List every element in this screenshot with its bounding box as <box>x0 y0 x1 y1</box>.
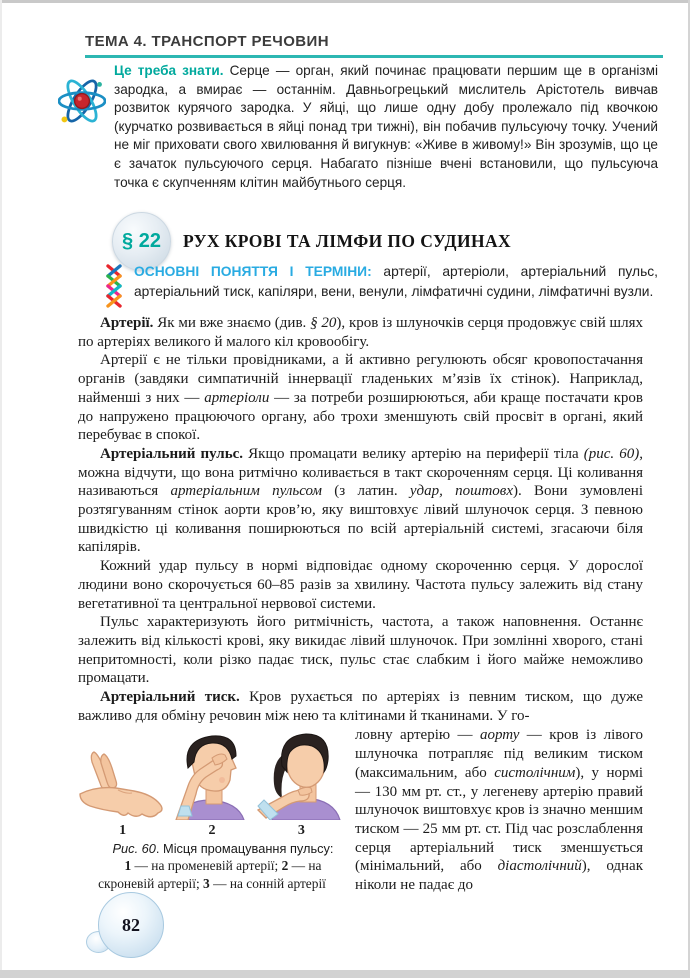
section-title: РУХ КРОВІ ТА ЛІМФИ ПО СУДИНАХ <box>183 231 512 251</box>
terms-text <box>134 262 658 315</box>
page-bottom-edge <box>0 970 690 978</box>
terms-label: ОСНОВНІ ПОНЯТТЯ І ТЕРМІНИ: <box>134 264 372 279</box>
body-text <box>78 314 643 895</box>
page-left-edge <box>0 0 2 978</box>
page-top-edge <box>0 0 690 3</box>
figure-legend: 1 — на променевій артерії; 2 — на скроневій артерії; 3 — на сонній артерії <box>98 858 326 891</box>
figure-caption: Рис. 60. Місця промацування пульсу: <box>112 841 334 857</box>
section-number: § 22 <box>122 230 161 252</box>
page-number: 82 <box>122 914 140 935</box>
know-box-text <box>114 62 658 192</box>
page-number-bubble <box>98 892 164 958</box>
content-columns <box>78 726 643 894</box>
paragraph-arterial-pressure-intro: Артеріальний тиск. Кров рухається по артеріях із певним тиском, що дуже важливо для обміну речовин між нею та клітинами й тканинами. У го- <box>78 689 643 724</box>
dna-icon <box>104 262 126 315</box>
topic-title: ТЕМА 4. ТРАНСПОРТ РЕЧОВИН <box>85 33 329 50</box>
paragraph-arteries: Артерії. Як ми вже знаємо (див. § 20), кров із шлуночків серця продовжує свій шлях по артеріях великого й малого кіл кровообігу. <box>78 315 643 350</box>
figure-images <box>78 726 346 820</box>
paragraph-pulse-character: Пульс характеризують його ритмічність, частота, а також наповнення. Останнє залежить від кількості крові, яку викидає лівий шлуночок. При зомлінні хворого, стані непритомності, коли різко падає тиск, пульс стає слабким і його майже неможливо промацати. <box>78 614 643 687</box>
figure-number-1: 1 <box>119 823 127 839</box>
terms-body: артерії, артеріоли, артеріальний пульс, артеріальний тиск, капіляри, вени, венули, лімфатичні судини, лімфатичні вузли. <box>134 264 658 299</box>
paragraph-arterial-pressure-continued: ловну артерію — аорту — кров із лівого шлуночка потрапляє під великим тиском (максимальним, або систолічним), у нормі — 130 мм рт. ст., у легеневу артерію правий шлуночок виштовхує кров із значно меншим тиском — 25 мм рт. ст. Під час розслаблення серця артеріальний тиск зменшується (мінімальний, або діастолічний), однак ніколи не падає до <box>355 727 644 894</box>
temple-pulse-illustration <box>170 728 254 820</box>
topic-rule <box>85 55 663 58</box>
carotid-pulse-illustration <box>254 728 346 820</box>
know-box <box>58 62 658 192</box>
paragraph-arterioles: Артерії є не тільки провідниками, а й активно регулюють обсяг кровопостачання органів (завдяки симпатичній іннервації гладеньких м’язів їх стінок). Наприклад, найменші з них — артеріоли — за потреби розширюються, аби краще постачати кров до напружено працюючого органу, або трохи зменшують свій просвіт в органі, який перебуває в спокої. <box>78 352 643 444</box>
paragraph-pulse-rate: Кожний удар пульсу в нормі відповідає одному скороченню серця. У дорослої людини воно скорочується 60–85 разів за хвилину. Частота пульсу залежить від стану вегетативної та центральної нервової системи. <box>78 558 643 612</box>
figure-number-3: 3 <box>297 823 305 839</box>
paragraph-arterial-pulse: Артеріальний пульс. Якщо промацати велику артерію на периферії тіла (рис. 60), можна відчути, що вона ритмічно коливається в такт скороченням серця. Ці коливання називаються артеріальним пульсом (з латин. удар, поштовх). Вони зумовлені розтягуванням стінок аорти кров’ю, яку виштовхує лівий шлуночок серця. З певною швидкістю ці коливання поширюються по всій артеріальній системі, згасаючи біля капілярів. <box>78 445 643 556</box>
know-box-body: Серце — орган, який починає працювати першим ще в організмі зародка, а вмирає — останнім. Давньогрецький мислитель Арістотель вивчав розвиток курячого зародка. У яйці, що лише одну добу пролежало під квочкою (курчатко розвивається в яйці понад три тижні), він побачив пульсуючу точку. Учений не міг приховати свого хвилювання й вигукнув: «Живе в живому!» Він зрозумів, що це є зачаток пульсуючого серця. Набагато пізніше вчені встановили, що пульсуюча точка є скупченням клітин майбутнього серця. <box>114 63 658 190</box>
figure-number-2: 2 <box>208 823 216 839</box>
topic-header <box>85 33 663 58</box>
atom-icon <box>58 62 106 192</box>
figure <box>78 726 346 894</box>
know-box-label: Це треба знати. <box>114 63 224 78</box>
figure-number-row <box>78 822 346 841</box>
terms-block <box>104 262 658 315</box>
wrist-pulse-illustration <box>78 750 170 820</box>
